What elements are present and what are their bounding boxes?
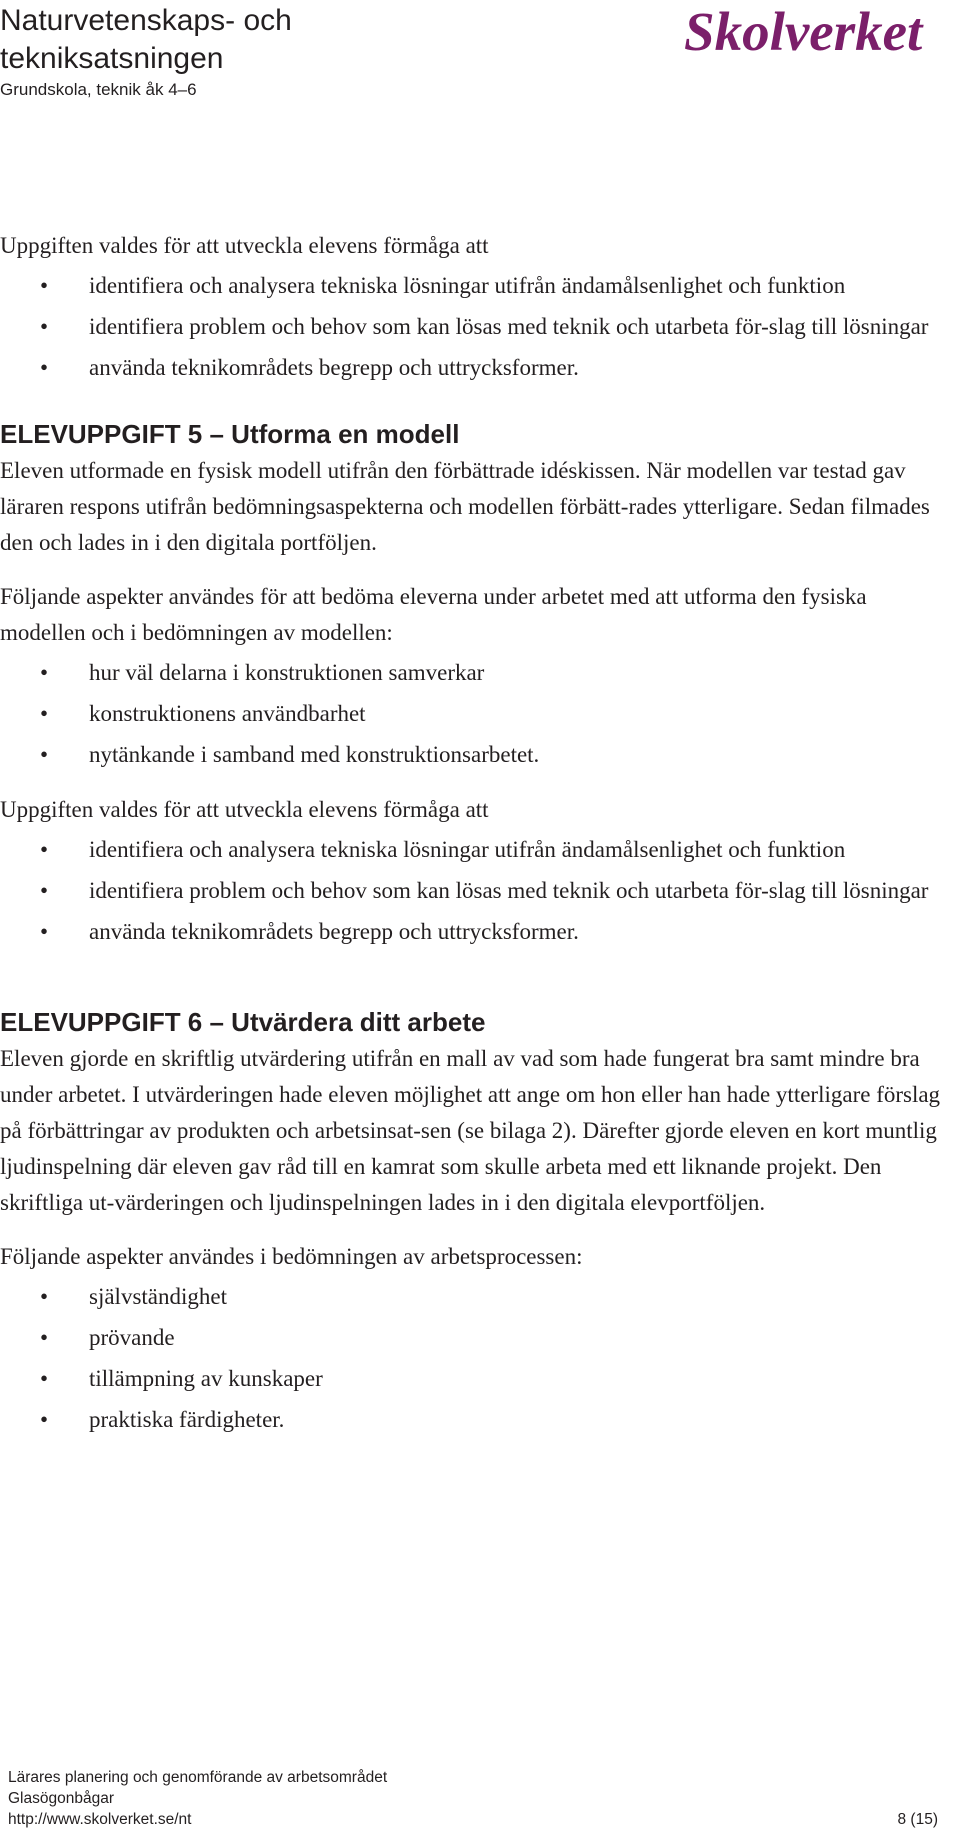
logo-wordmark: Skolverket [684, 2, 923, 62]
bullet-icon: • [40, 878, 49, 903]
list-item [0, 833, 948, 867]
list-item [0, 697, 948, 731]
document-body [0, 228, 948, 1437]
list-item [0, 1403, 948, 1437]
list-item [0, 874, 948, 908]
task5-aspect-list [0, 656, 948, 772]
page-footer [8, 1767, 938, 1830]
task5-paragraph: Eleven utformade en fysisk modell utifrån den förbättrade idéskissen. När modellen var testad gav läraren respons utifrån bedömningsaspekterna och modellen förbätt-rades ytterligare. Sedan filmades den och lades in i den digitala portföljen. [0, 458, 930, 555]
intro-lead: Uppgiften valdes för att utveckla elevens förmåga att [0, 233, 489, 258]
list-item-text: identifiera problem och behov som kan lösas med teknik och utarbeta för-slag till lösningar [89, 878, 929, 903]
document-title-line-2: tekniksatsningen [0, 42, 224, 75]
list-item [0, 351, 948, 385]
bullet-icon: • [40, 273, 49, 298]
bullet-icon: • [40, 1407, 49, 1432]
bullet-icon: • [40, 1284, 49, 1309]
footer-document-name: Lärares planering och genomförande av arbetsområdet [8, 1769, 388, 1786]
bullet-icon: • [40, 355, 49, 380]
list-item [0, 1362, 948, 1396]
bullet-icon: • [40, 660, 49, 685]
list-item [0, 310, 948, 344]
list-item-text: identifiera och analysera tekniska lösningar utifrån ändamålsenlighet och funktion [89, 273, 846, 298]
list-item-text: hur väl delarna i konstruktionen samverkar [89, 660, 485, 685]
list-item-text: identifiera problem och behov som kan lösas med teknik och utarbeta för-slag till lösningar [89, 314, 929, 339]
bullet-icon: • [40, 1325, 49, 1350]
list-item-text: konstruktionens användbarhet [89, 701, 366, 726]
bullet-icon: • [40, 837, 49, 862]
list-item-text: använda teknikområdets begrepp och uttrycksformer. [89, 355, 579, 380]
document-title [0, 2, 292, 78]
skolverket-logo [682, 2, 944, 66]
task5-aspects-lead: Följande aspekter användes för att bedöma eleverna under arbetet med att utforma den fysiska modellen och i bedömningen av modellen: [0, 584, 867, 645]
list-item-text: identifiera och analysera tekniska lösningar utifrån ändamålsenlighet och funktion [89, 837, 846, 862]
intro-goal-list [0, 269, 948, 385]
list-item [0, 915, 948, 949]
list-item-text: använda teknikområdets begrepp och uttrycksformer. [89, 919, 579, 944]
bullet-icon: • [40, 742, 49, 767]
document-subtitle: Grundskola, teknik åk 4–6 [0, 80, 197, 99]
page-number: 8 (15) [897, 1811, 938, 1828]
task6-paragraph: Eleven gjorde en skriftlig utvärdering utifrån en mall av vad som hade fungerat bra samt mindre bra under arbetet. I utvärderingen hade eleven möjlighet att ange om hon eller han hade ytterligare förslag på förbättringar av produkten och arbetsinsat-sen (se bilaga 2). Därefter gjorde eleven en kort muntlig ljudinspelning där eleven gav råd till en kamrat som skulle arbeta med ett liknande projekt. Den skriftliga ut-värderingen och ljudinspelningen lades in i den digitala elevportföljen. [0, 1046, 941, 1215]
bullet-icon: • [40, 919, 49, 944]
footer-project-name: Glasögonbågar [8, 1790, 114, 1807]
document-title-line-1: Naturvetenskaps- och [0, 4, 292, 37]
task5-heading: ELEVUPPGIFT 5 – Utforma en modell [0, 419, 460, 449]
task6-aspects-lead: Följande aspekter användes i bedömningen av arbetsprocessen: [0, 1244, 583, 1269]
list-item [0, 738, 948, 772]
list-item [0, 1321, 948, 1355]
list-item-text: tillämpning av kunskaper [89, 1366, 323, 1391]
list-item-text: nytänkande i samband med konstruktionsarbetet. [89, 742, 540, 767]
task6-heading: ELEVUPPGIFT 6 – Utvärdera ditt arbete [0, 1007, 486, 1037]
task5-goals-lead: Uppgiften valdes för att utveckla elevens förmåga att [0, 797, 489, 822]
footer-url-link[interactable]: http://www.skolverket.se/nt [8, 1811, 192, 1828]
list-item-text: praktiska färdigheter. [89, 1407, 285, 1432]
task5-goal-list [0, 833, 948, 949]
bullet-icon: • [40, 314, 49, 339]
list-item-text: självständighet [89, 1284, 227, 1309]
list-item [0, 269, 948, 303]
list-item [0, 656, 948, 690]
list-item-text: prövande [89, 1325, 175, 1350]
bullet-icon: • [40, 701, 49, 726]
bullet-icon: • [40, 1366, 49, 1391]
task6-aspect-list [0, 1280, 948, 1437]
list-item [0, 1280, 948, 1314]
